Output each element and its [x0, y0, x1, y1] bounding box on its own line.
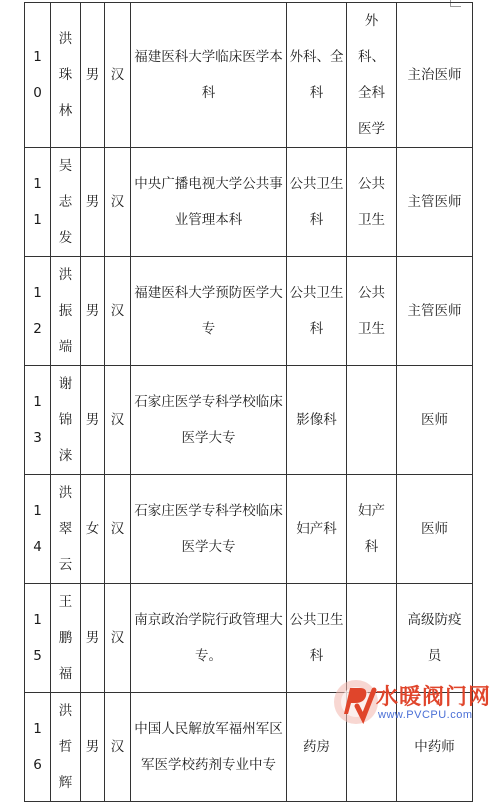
staff-ethnicity-cell — [105, 475, 131, 584]
staff-department: 影像科 — [296, 412, 337, 428]
staff-name: 洪珠林 — [58, 31, 73, 119]
staff-education: 南京政治学院行政管理大专。 — [134, 612, 283, 664]
table-row — [25, 3, 473, 148]
staff-gender: 男 — [85, 739, 100, 755]
staff-education: 中央广播电视大学公共事业管理本科 — [134, 176, 283, 228]
staff-education-cell — [131, 366, 287, 475]
staff-gender-cell — [81, 475, 105, 584]
staff-ethnicity: 汉 — [110, 67, 125, 83]
staff-gender: 男 — [85, 303, 100, 319]
staff-education: 中国人民解放军福州军区军医学校药剂专业中专 — [134, 721, 283, 773]
staff-department-cell — [287, 257, 347, 366]
staff-ethnicity: 汉 — [110, 194, 125, 210]
staff-gender-cell — [81, 3, 105, 148]
staff-subject-cell — [347, 3, 397, 148]
row-number-cell — [25, 475, 51, 584]
staff-gender-cell — [81, 366, 105, 475]
staff-ethnicity-cell — [105, 148, 131, 257]
staff-title: 高级防疫员 — [407, 612, 462, 664]
staff-education-cell — [131, 693, 287, 802]
staff-ethnicity-cell — [105, 693, 131, 802]
staff-name-cell — [51, 257, 81, 366]
staff-ethnicity-cell — [105, 366, 131, 475]
staff-title-cell — [397, 148, 473, 257]
staff-title-cell — [397, 257, 473, 366]
staff-title: 主治医师 — [407, 67, 462, 83]
staff-education-cell — [131, 148, 287, 257]
staff-education: 石家庄医学专科学校临床医学大专 — [134, 394, 283, 446]
staff-title: 中药师 — [414, 739, 455, 755]
staff-subject: 妇产科 — [358, 503, 385, 555]
staff-department: 公共卫生科 — [289, 285, 344, 337]
staff-department-cell — [287, 3, 347, 148]
staff-title: 主管医师 — [407, 303, 462, 319]
staff-subject-cell — [347, 475, 397, 584]
staff-department-cell — [287, 475, 347, 584]
staff-name-cell — [51, 148, 81, 257]
staff-name-cell — [51, 584, 81, 693]
staff-department: 药房 — [303, 739, 330, 755]
staff-title: 医师 — [421, 412, 448, 428]
staff-name-cell — [51, 693, 81, 802]
staff-ethnicity: 汉 — [110, 630, 125, 646]
staff-name: 王鹏福 — [58, 594, 73, 682]
staff-name-cell — [51, 3, 81, 148]
staff-title-cell — [397, 475, 473, 584]
staff-name-cell — [51, 475, 81, 584]
staff-name: 谢锦涞 — [58, 376, 73, 464]
row-number-cell — [25, 148, 51, 257]
staff-education-cell — [131, 257, 287, 366]
staff-gender-cell — [81, 148, 105, 257]
staff-subject-cell — [347, 257, 397, 366]
staff-subject-cell — [347, 148, 397, 257]
row-number: 16 — [33, 721, 42, 773]
staff-title: 医师 — [421, 521, 448, 537]
table-row — [25, 148, 473, 257]
row-number: 11 — [33, 176, 42, 228]
staff-gender-cell — [81, 257, 105, 366]
staff-education-cell — [131, 3, 287, 148]
staff-education-cell — [131, 584, 287, 693]
pv-logo-icon — [330, 676, 382, 728]
staff-department: 公共卫生科 — [289, 176, 344, 228]
row-number-cell — [25, 257, 51, 366]
row-number-cell — [25, 693, 51, 802]
staff-department-cell — [287, 148, 347, 257]
row-number-cell — [25, 3, 51, 148]
staff-ethnicity: 汉 — [110, 521, 125, 537]
staff-gender: 男 — [85, 194, 100, 210]
staff-name: 吴志发 — [58, 158, 73, 246]
staff-department: 妇产科 — [296, 521, 337, 537]
staff-education: 福建医科大学预防医学大专 — [134, 285, 283, 337]
table-row — [25, 475, 473, 584]
staff-subject: 公共卫生 — [358, 285, 385, 337]
staff-gender: 男 — [85, 67, 100, 83]
staff-name: 洪振端 — [58, 267, 73, 355]
staff-education-cell — [131, 475, 287, 584]
staff-department: 外科、全科 — [289, 49, 344, 101]
staff-title-cell — [397, 366, 473, 475]
staff-title-cell — [397, 3, 473, 148]
staff-ethnicity-cell — [105, 257, 131, 366]
row-number-cell — [25, 584, 51, 693]
staff-subject: 公共卫生 — [358, 176, 385, 228]
row-number: 15 — [33, 612, 42, 664]
row-number-cell — [25, 366, 51, 475]
staff-gender: 男 — [85, 412, 100, 428]
staff-department-cell — [287, 366, 347, 475]
staff-subject-cell — [347, 366, 397, 475]
table-row — [25, 257, 473, 366]
table-row — [25, 366, 473, 475]
watermark — [330, 676, 500, 730]
staff-ethnicity: 汉 — [110, 739, 125, 755]
row-number: 14 — [33, 503, 42, 555]
staff-name: 洪翠云 — [58, 485, 73, 573]
watermark-url: www.PVCPU.com — [378, 709, 473, 721]
staff-department: 公共卫生科 — [289, 612, 344, 664]
staff-gender: 男 — [85, 630, 100, 646]
row-number: 10 — [33, 49, 42, 101]
staff-name: 洪哲辉 — [58, 703, 73, 791]
staff-education: 石家庄医学专科学校临床医学大专 — [134, 503, 283, 555]
staff-ethnicity: 汉 — [110, 303, 125, 319]
row-number: 13 — [33, 394, 42, 446]
staff-name-cell — [51, 366, 81, 475]
staff-ethnicity-cell — [105, 584, 131, 693]
watermark-site-name: 水暖阀门网 — [376, 685, 492, 710]
staff-gender: 女 — [85, 521, 100, 537]
staff-gender-cell — [81, 584, 105, 693]
staff-subject: 外科、全科医学 — [358, 13, 385, 137]
staff-education: 福建医科大学临床医学本科 — [134, 49, 283, 101]
staff-ethnicity: 汉 — [110, 412, 125, 428]
staff-title: 主管医师 — [407, 194, 462, 210]
staff-ethnicity-cell — [105, 3, 131, 148]
row-number: 12 — [33, 285, 42, 337]
staff-gender-cell — [81, 693, 105, 802]
